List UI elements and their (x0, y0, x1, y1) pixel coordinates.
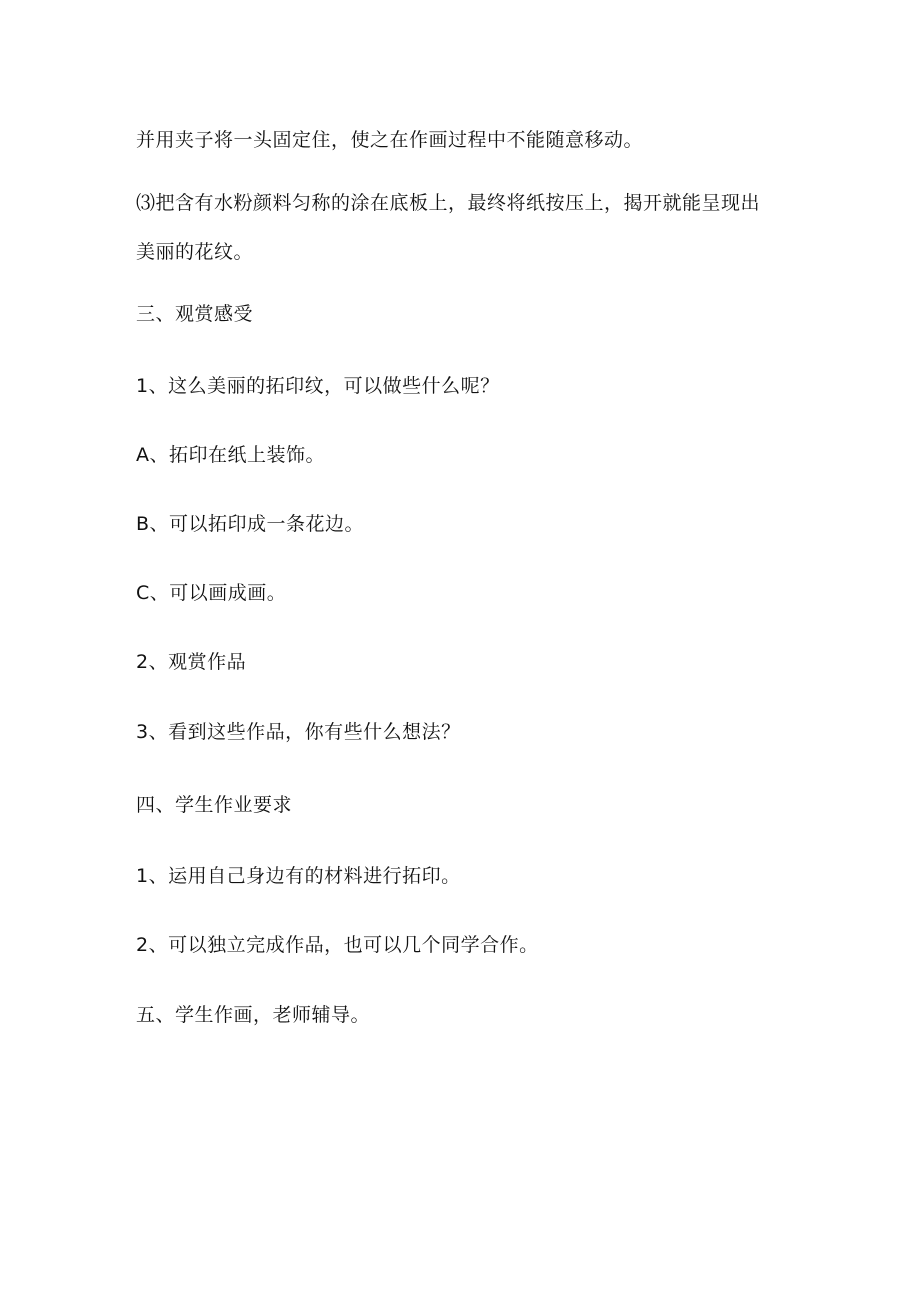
text-line-9: 2、观赏作品 (136, 651, 247, 673)
text-line-1: 并用夹子将一头固定住，使之在作画过程中不能随意移动。 (136, 129, 644, 151)
text-line-5: 1、这么美丽的拓印纹，可以做些什么呢？ (136, 375, 500, 397)
text-line-2: ⑶把含有水粉颜料匀称的涂在底板上，最终将纸按压上，揭开就能呈现出 (136, 192, 761, 214)
section-heading-5: 五、学生作画，老师辅导。 (136, 1004, 371, 1026)
text-line-10: 3、看到这些作品，你有些什么想法？ (136, 721, 461, 743)
section-heading-4: 四、学生作业要求 (136, 794, 293, 816)
section-heading-3: 三、观赏感受 (136, 303, 254, 325)
text-line-8: C、可以画成画。 (136, 582, 287, 604)
text-line-3: 美丽的花纹。 (136, 241, 254, 263)
text-line-13: 2、可以独立完成作品，也可以几个同学合作。 (136, 934, 539, 956)
text-line-6: A、拓印在纸上装饰。 (136, 444, 325, 466)
text-line-12: 1、运用自己身边有的材料进行拓印。 (136, 865, 461, 887)
text-line-7: B、可以拓印成一条花边。 (136, 513, 365, 535)
